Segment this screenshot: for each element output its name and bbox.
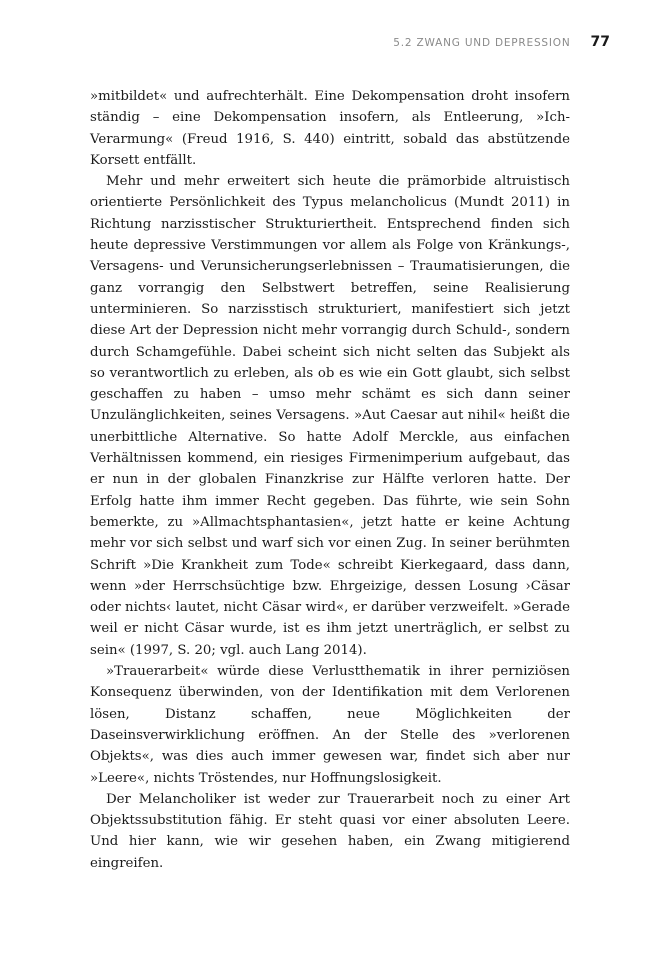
paragraph-continuation: »mitbildet« und aufrechterhält. Eine Dekompensation droht insofern ständig – eine Dekompensation insofern, als Entleerung, »Ich-Verarmung« (Freud 1916, S. 440) eintritt, sobald das abstützende Korsett entfällt. [90,89,570,168]
page-number: 77 [590,34,610,50]
paragraph: Mehr und mehr erweitert sich heute die prämorbide altruistisch orientierte Persönlichkeit des Typus melancholicus (Mundt 2011) in Richtung narzisstischer Strukturiertheit. Entsprechend finden sich heute depressive Verstimmungen vor allem als Folge von Kränkungs-, Versagens- und Verunsicherungserlebnissen – Traumatisierungen, die ganz vorrangig den Selbstwert betreffen, seine Realisierung unterminieren. So narzisstisch strukturiert, manifestiert sich jetzt diese Art der Depression nicht mehr vorrangig durch Schuld-, sondern durch Schamgefühle. Dabei scheint sich nicht selten das Subjekt als so verantwortlich zu erleben, als ob es wie ein Gott glaubt, sich selbst geschaffen zu haben – umso mehr schämt es sich dann seiner Unzulänglichkeiten, seines Versagens. »Aut Caesar aut nihil« heißt die unerbittliche Alternative. So hatte Adolf Merckle, aus einfachen Verhältnissen kommend, ein riesiges Firmenimperium aufgebaut, das er nun in der globalen Finanzkrise zur Hälfte verloren hatte. Der Erfolg hatte ihm immer Recht gegeben. Das führte, wie sein Sohn bemerkte, zu »Allmachtsphantasien«, jetzt hatte er keine Achtung mehr vor sich selbst und warf sich vor einen Zug. In seiner berühmten Schrift »Die Krankheit zum Tode« schreibt Kierkegaard, dass dann, wenn »der Herrschsüchtige bzw. Ehrgeizige, dessen Losung ›Cäsar oder nichts‹ lautet, nicht Cäsar wird«, er darüber verzweifelt. »Gerade weil er nicht Cäsar wurde, ist es ihm jetzt unerträglich, er selbst zu sein« (1997, S. 20; vgl. auch Lang 2014). [90,174,570,658]
body-text [90,86,570,874]
running-title: 5.2 ZWANG UND DEPRESSION [393,37,571,49]
paragraph: Der Melancholiker ist weder zur Trauerarbeit noch zu einer Art Objektssubstitution fähig. Er steht quasi vor einer absoluten Leere. Und hier kann, wie wir gesehen haben, ein Zwang mitigierend eingreifen. [90,791,570,871]
running-head [90,34,610,50]
paragraph: »Trauerarbeit« würde diese Verlustthematik in ihrer perniziösen Konsequenz überwinden, von der Identifikation mit dem Verlorenen lösen, Distanz schaffen, neue Möglichkeiten der Daseinsverwirklichung eröffnen. An der Stelle des »verlorenen Objekts«, was dies auch immer gewesen war, findet sich aber nur »Leere«, nichts Tröstendes, nur Hoffnungslosigkeit. [90,664,570,786]
